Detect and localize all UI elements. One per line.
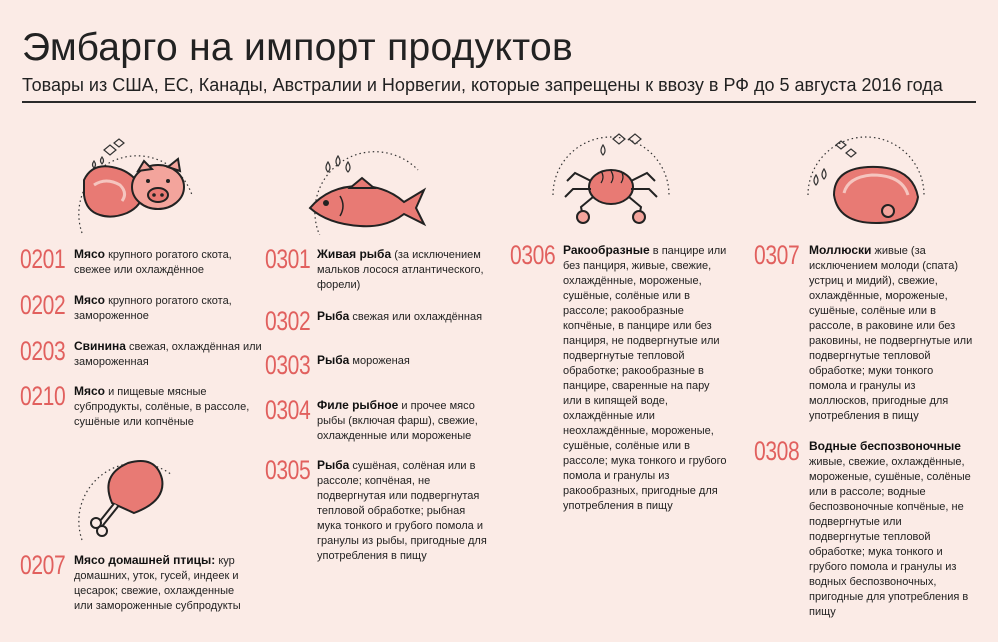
code-0304: 0304 [265, 395, 311, 425]
code-0302: 0302 [265, 306, 311, 336]
product-desc: живые, свежие, охлаждённые, мороженые, сушёные, солёные или в рассоле; водные беспозвоночные копчёные, не подвергнутые или подвергнутые тепловой обработке; мука тонкого и грубого помола и гранулы из водных беспозвоночных, пригодные для употребления в пищу [809, 456, 971, 618]
code-0202: 0202 [20, 290, 66, 320]
product-desc: мороженая [352, 355, 410, 367]
product-name: Мясо домашней птицы: [74, 553, 216, 567]
product-desc: живые (за исключением молоди (спата) устриц и мидий), свежие, охлаждённые, мороженые, сушёные, солёные или в рассоле, в раковине или без раковины, не подвергнутые или подвергнутые тепловой обработке; муки тонкого помола и гранулы из моллюсков, пригодные для употребления в пищу [809, 245, 973, 422]
product-desc: свежая или охлаждённая [352, 311, 483, 323]
code-0201: 0201 [20, 244, 66, 274]
product-name: Водные беспозвоночные [809, 439, 961, 453]
code-0308: 0308 [754, 436, 800, 466]
product-name: Рыба [317, 309, 350, 323]
product-desc: крупного рогатого скота, свежее или охлаждённое [74, 249, 232, 276]
product-desc: свежая, охлаждённая или замороженная [74, 341, 262, 368]
product-name: Мясо [74, 293, 106, 307]
title-divider [22, 101, 976, 103]
product-desc: (за исключением мальков лосося атлантического, форели) [317, 249, 484, 291]
page-subtitle: Товары из США, ЕС, Канады, Австралии и Норвегии, которые запрещены к ввозу в РФ до 5 августа 2016 года [22, 75, 943, 95]
chicken-leg-icon [72, 445, 182, 545]
code-0306: 0306 [510, 240, 556, 270]
product-name: Мясо [74, 384, 106, 398]
product-name: Свинина [74, 339, 126, 353]
crab-icon [545, 125, 675, 235]
code-0305: 0305 [265, 455, 311, 485]
fish-icon [300, 140, 430, 235]
code-0303: 0303 [265, 350, 311, 380]
clam-icon [800, 125, 930, 235]
code-0301: 0301 [265, 244, 311, 274]
product-name: Мясо [74, 247, 106, 261]
code-0307: 0307 [754, 240, 800, 270]
product-name: Рыба [317, 458, 350, 472]
product-desc: крупного рогатого скота, замороженное [74, 295, 232, 322]
code-0207: 0207 [20, 550, 66, 580]
product-desc: кур домашних, уток, гусей, индеек и цесарок; свежие, охлажденные или замороженные субпродукты [74, 555, 241, 612]
product-desc: в панцире или без панциря, живые, свежие, охлаждённые, мороженые, сушёные, солёные или в рассоле; ракообразные копчёные, в панцире или без панциря, не подвергнутые или подвергнутые тепловой обработке; ракообразные в панцире, сваренные на пару или в кипящей воде, охлаждённые или неохлаждённые, мороженые, сушёные, солёные или в рассоле; мука тонкого и грубого помола и гранулы из ракообразных, пригодные для употребления в пищу [563, 245, 727, 512]
product-desc: сушёная, солёная или в рассоле; копчёная, не подвергнутая или подвергнутая тепловой обработке; рыбная мука тонкого и грубого помола и гранулы из рыбы, пригодные для употребления в пищу [317, 460, 487, 562]
code-0210: 0210 [20, 381, 66, 411]
code-0203: 0203 [20, 336, 66, 366]
product-name: Рыба [317, 353, 350, 367]
product-name: Филе рыбное [317, 398, 399, 412]
product-desc: и пищевые мясные субпродукты, солёные, в рассоле, сушёные или копчёные [74, 386, 250, 428]
page-title: Эмбарго на импорт продуктов [22, 26, 574, 69]
product-name: Моллюски [809, 243, 872, 257]
meat-icon [72, 135, 202, 235]
product-name: Ракообразные [563, 243, 650, 257]
product-desc: и прочее мясо рыбы (включая фарш), свежие, охлажденные или мороженые [317, 400, 478, 442]
product-name: Живая рыба [317, 247, 392, 261]
